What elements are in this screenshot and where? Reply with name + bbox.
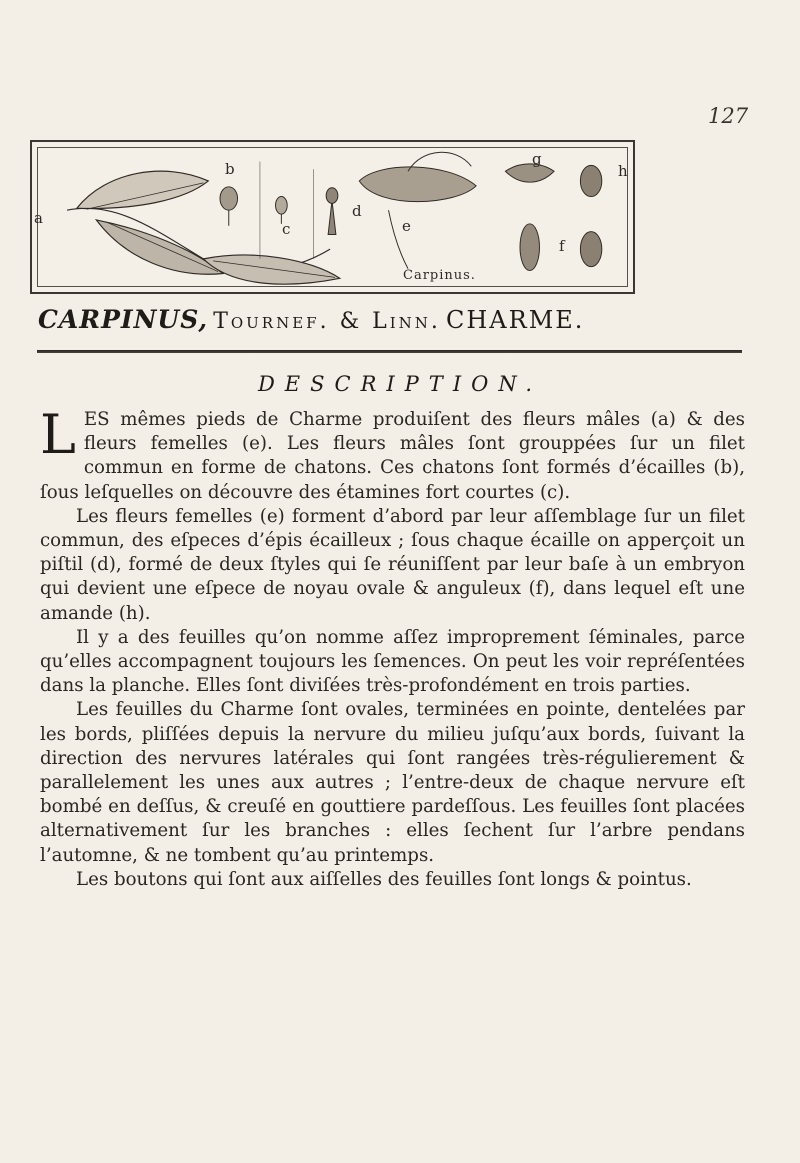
seed-h bbox=[580, 165, 601, 266]
leaf-lower-mid bbox=[203, 255, 339, 284]
paragraph-1-text: ES mêmes pieds de Charme produiſent des fleurs mâles (a) & des fleurs femelles (e). Les fleurs mâles ſont grouppées ſur un filet commun en forme de chatons. Ces chatons ſont formés d’écailles (b), ſous leſquelles on découvre des étamines fort courtes (c). bbox=[40, 409, 745, 503]
title-genus: CARPINUS, bbox=[38, 305, 209, 334]
paragraph-1 bbox=[40, 403, 745, 505]
article-title bbox=[38, 305, 738, 334]
plate-label-e: e bbox=[402, 217, 411, 235]
paragraph-2: Les fleurs femelles (e) forment d’abord par leur aſſemblage ſur un filet commun, des eſpeces d’épis écailleux ; ſous chaque écaille on apperçoit un piſtil (d), formé de deux ſtyles qui ſe réuniſſent par leur baſe à un embryon qui devient une eſpece de noyau ovale & anguleux (f), dans lequel eſt une amande (h). bbox=[40, 505, 745, 624]
botanical-plate bbox=[30, 140, 635, 294]
section-heading: DESCRIPTION. bbox=[257, 372, 543, 396]
drop-cap: L bbox=[40, 403, 76, 466]
title-common-name: CHARME. bbox=[446, 306, 585, 334]
pistil-d bbox=[326, 188, 338, 235]
plate-label-g: g bbox=[532, 150, 542, 168]
fruit-g bbox=[505, 164, 554, 182]
plate-label-h: h bbox=[618, 162, 628, 180]
plate-caption: Carpinus. bbox=[403, 268, 476, 283]
page-number: 127 bbox=[708, 104, 749, 128]
plate-label-c: c bbox=[282, 220, 291, 238]
plate-label-b: b bbox=[225, 160, 235, 178]
leaf-upper-left bbox=[77, 171, 208, 208]
plate-label-d: d bbox=[352, 202, 362, 220]
paragraph-5: Les boutons qui ſont aux aiſſelles des feuilles ſont longs & pointus. bbox=[76, 868, 692, 890]
paragraph-3: Il y a des feuilles qu’on nomme aſſez improprement ſéminales, parce qu’elles accompagnent toujours les ſemences. On peut les voir repréſentées dans la planche. Elles ſont diviſées très-profondément en trois parties. bbox=[40, 626, 745, 697]
title-authors: Tournef. & Linn. bbox=[213, 309, 441, 334]
plate-label-f: f bbox=[559, 237, 565, 255]
title-rule bbox=[37, 350, 742, 353]
nut-f bbox=[520, 224, 539, 271]
paragraph-4: Les feuilles du Charme ſont ovales, terminées en pointe, dentelées par les bords, pliſſées depuis la nervure du milieu juſqu’aux bords, ſuivant la direction des nervures latérales qui ſont rangées très-régulierement & parallelement les unes aux autres ; l’entre-deux de chaque nervure eſt bombé en deſſus, & creuſé en gouttiere pardeſſous. Les feuilles ſont placées alternativement ſur les branches : elles ſechent ſur l’arbre pendans l’automne, & ne tombent qu’au printemps. bbox=[40, 699, 745, 866]
leaf-lower-left bbox=[96, 220, 223, 274]
plate-label-a: a bbox=[34, 209, 43, 227]
female-catkin-e bbox=[359, 152, 476, 268]
plate-illustration bbox=[32, 142, 633, 292]
male-flower-b bbox=[220, 187, 238, 226]
description-body bbox=[40, 403, 745, 892]
